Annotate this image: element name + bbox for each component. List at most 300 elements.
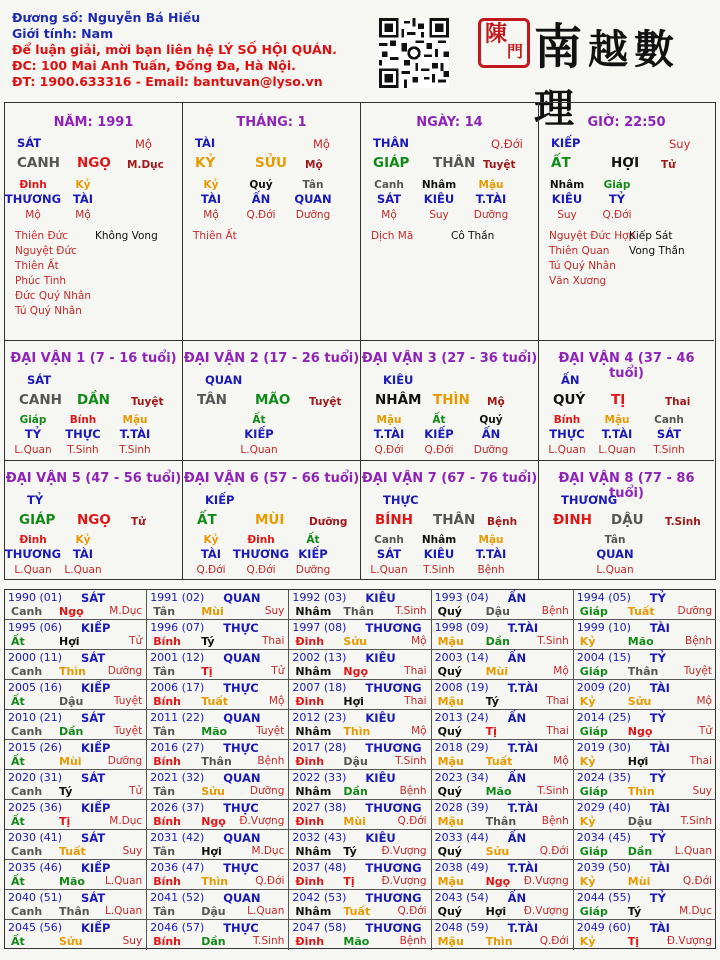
year-stage: Q.Đới <box>397 815 427 827</box>
year-branch: Ngọ <box>201 815 226 828</box>
year-cell[interactable] <box>147 620 289 650</box>
year-stage: T.Sinh <box>395 755 427 767</box>
year-stem: Đinh <box>295 815 325 828</box>
year-branch: Hợi <box>627 755 649 768</box>
dai-van-cell[interactable] <box>361 461 539 579</box>
year-branch: Hợi <box>343 695 364 708</box>
year-stem: Quý <box>437 785 462 798</box>
year-label: 1999 (10) <box>576 621 631 634</box>
year-label: 2024 (35) <box>576 771 631 784</box>
year-stem: Ất <box>11 695 25 708</box>
year-star: THƯƠNG <box>365 621 422 635</box>
year-star: TỶ <box>649 711 666 725</box>
hidden-stem: Kỷ <box>75 179 91 191</box>
year-cell[interactable] <box>574 860 716 890</box>
year-cell[interactable] <box>147 800 289 830</box>
year-star: TỶ <box>649 591 666 605</box>
earthly-branch: DẬU <box>611 512 644 528</box>
year-star: THƯƠNG <box>365 741 422 755</box>
hidden-stage: Bệnh <box>477 564 505 576</box>
year-cell[interactable] <box>432 710 574 740</box>
branch-stage: T.Sinh <box>665 516 701 528</box>
year-stage: Tử <box>698 725 712 737</box>
year-stage: Tuyệt <box>113 695 143 707</box>
year-star: THƯƠNG <box>365 921 422 935</box>
year-cell[interactable] <box>574 710 716 740</box>
dai-van-cell[interactable] <box>539 341 714 461</box>
year-stem: Ất <box>11 755 25 768</box>
year-branch: Ngọ <box>59 605 84 618</box>
year-branch: Tuất <box>485 755 513 768</box>
year-star: KIẾP <box>81 741 111 755</box>
year-label: 2034 (45) <box>576 831 631 844</box>
year-branch: Ngọ <box>627 725 653 738</box>
year-label: 2025 (36) <box>8 801 63 814</box>
year-stem: Quý <box>437 905 462 918</box>
year-stem: Nhâm <box>295 845 332 858</box>
hidden-stem: Tân <box>604 534 626 546</box>
hidden-star: T.TÀI <box>373 427 405 441</box>
year-cell[interactable] <box>432 620 574 650</box>
year-stem: Mậu <box>437 635 464 648</box>
year-cell[interactable] <box>289 770 431 800</box>
spirit-star: Thiên Đức <box>15 230 69 242</box>
year-cell[interactable] <box>5 680 147 710</box>
year-branch: Mão <box>485 785 512 798</box>
hidden-stage: Q.Đới <box>246 209 276 221</box>
year-star: SÁT <box>81 591 106 605</box>
year-cell[interactable] <box>289 680 431 710</box>
year-cell[interactable] <box>147 890 289 920</box>
year-cell[interactable] <box>289 590 431 620</box>
year-stage: Đ.Vượng <box>239 815 285 827</box>
year-cell[interactable] <box>147 770 289 800</box>
spirit-star: Thiên Ất <box>193 230 237 242</box>
hidden-stem: Đinh <box>19 179 47 191</box>
top-star: KIẾP <box>205 493 235 507</box>
year-cell[interactable] <box>147 590 289 620</box>
year-cell[interactable] <box>147 740 289 770</box>
year-branch: Dần <box>627 845 653 858</box>
year-star: TÀI <box>649 921 670 935</box>
year-label: 2028 (39) <box>434 801 489 814</box>
year-branch: Thìn <box>343 725 371 738</box>
year-label: 1995 (06) <box>8 621 63 634</box>
earthly-branch: NGỌ <box>77 155 111 171</box>
year-stage: Dưỡng <box>107 665 143 677</box>
year-stem: Canh <box>11 725 43 738</box>
hidden-star: SÁT <box>376 547 402 561</box>
dai-van-cell[interactable] <box>361 341 539 461</box>
year-stem: Đinh <box>295 935 325 948</box>
pillar-cell[interactable] <box>183 103 361 341</box>
year-star: SÁT <box>81 651 106 665</box>
year-branch: Dần <box>485 635 510 648</box>
year-cell[interactable] <box>5 650 147 680</box>
hidden-stem: Kỷ <box>203 534 219 546</box>
year-stem: Đinh <box>295 875 325 888</box>
year-cell[interactable] <box>574 800 716 830</box>
year-label: 1993 (04) <box>434 591 489 604</box>
year-stage: Q.Đới <box>255 875 285 887</box>
year-stem: Kỷ <box>579 755 596 768</box>
year-stage: M.Dục <box>109 605 143 617</box>
year-branch: Mùi <box>201 605 224 618</box>
branch-stage: Mộ <box>487 396 505 408</box>
year-cell[interactable] <box>432 860 574 890</box>
top-star: THỰC <box>383 493 419 507</box>
year-star: T.TÀI <box>507 681 539 695</box>
year-label: 2000 (11) <box>8 651 63 664</box>
hidden-star: ẤN <box>481 427 501 441</box>
spirit-star: Văn Xương <box>549 275 607 287</box>
year-cell[interactable] <box>574 650 716 680</box>
year-label: 2048 (59) <box>434 921 489 934</box>
year-cell[interactable] <box>5 800 147 830</box>
year-label: 2038 (49) <box>434 861 489 874</box>
year-branch: Dậu <box>627 815 653 828</box>
top-stage: Q.Đới <box>491 137 523 151</box>
year-stage: Mộ <box>553 665 569 677</box>
year-stem: Giáp <box>579 725 608 738</box>
year-branch: Hợi <box>59 635 80 648</box>
pillar-cell[interactable] <box>361 103 539 341</box>
year-cell[interactable] <box>574 620 716 650</box>
year-label: 2015 (26) <box>8 741 63 754</box>
year-label: 2036 (47) <box>150 861 205 874</box>
year-star: KIẾP <box>81 861 111 875</box>
year-branch: Tý <box>343 845 357 858</box>
spirit-star: Phúc Tinh <box>15 275 67 287</box>
year-label: 2031 (42) <box>150 831 205 844</box>
earthly-branch: THÌN <box>433 392 470 408</box>
earthly-branch: THÂN <box>433 512 476 528</box>
year-star: ẤN <box>507 831 527 845</box>
year-branch: Ngọ <box>485 875 511 888</box>
year-branch: Thân <box>485 815 517 828</box>
dai-van-cell[interactable] <box>5 341 183 461</box>
year-stage: Thai <box>546 695 569 707</box>
year-branch: Tị <box>627 935 640 948</box>
year-label: 2042 (53) <box>292 891 347 904</box>
pillar-cell[interactable] <box>539 103 714 341</box>
year-label: 1991 (02) <box>150 591 205 604</box>
dai-van-title: ĐẠI VẬN 8 (77 - 86 tuổi) <box>558 471 695 501</box>
earthly-branch: NGỌ <box>77 512 111 528</box>
year-stem: Kỷ <box>579 935 596 948</box>
seal-char-2: 門 <box>507 42 524 61</box>
heavenly-stem: CANH <box>17 155 60 171</box>
spirit-star: Thiên Quan <box>549 245 610 257</box>
heavenly-stem: ẤT <box>551 155 571 171</box>
year-stage: Mộ <box>268 695 285 707</box>
hidden-stage: L.Quan <box>598 444 636 456</box>
year-stage: Đ.Vượng <box>666 935 712 947</box>
hidden-stage: Dưỡng <box>473 209 509 221</box>
top-star: KIÊU <box>383 373 414 387</box>
year-cell[interactable] <box>289 620 431 650</box>
year-star: ẤN <box>507 651 527 665</box>
hidden-star: THƯƠNG <box>232 547 290 561</box>
year-stage: Q.Đới <box>539 845 569 857</box>
year-label: 2004 (15) <box>576 651 631 664</box>
year-star: QUAN <box>223 591 261 605</box>
hidden-stem: Ất <box>252 414 266 426</box>
dai-van-title: ĐẠI VẬN 6 (57 - 66 tuổi) <box>183 471 360 486</box>
year-branch: Tuất <box>343 905 371 918</box>
hidden-stem: Nhâm <box>549 179 585 191</box>
year-label: 2043 (54) <box>434 891 489 904</box>
year-label: 2012 (23) <box>292 711 347 724</box>
year-cell[interactable] <box>147 860 289 890</box>
year-stem: Giáp <box>579 905 608 918</box>
year-cell[interactable] <box>5 770 147 800</box>
year-stem: Đinh <box>295 755 325 768</box>
year-cell[interactable] <box>432 830 574 860</box>
year-stem: Canh <box>11 785 43 798</box>
dai-van-cell[interactable] <box>183 461 361 579</box>
year-star: TỶ <box>649 891 666 905</box>
year-branch: Tị <box>485 725 497 738</box>
year-cell[interactable] <box>432 890 574 920</box>
year-star: TỶ <box>649 651 666 665</box>
year-label: 2049 (60) <box>576 921 631 934</box>
year-stage: Q.Đới <box>682 875 712 887</box>
heavenly-stem: NHÂM <box>375 392 422 408</box>
hidden-star: QUAN <box>596 547 634 561</box>
hidden-star: SÁT <box>376 192 402 206</box>
year-stage: Bệnh <box>399 785 427 797</box>
hidden-stage: T.Sinh <box>119 444 151 456</box>
year-cell[interactable] <box>289 740 431 770</box>
year-stage: Suy <box>264 605 285 617</box>
year-label: 2014 (25) <box>576 711 631 724</box>
year-cell[interactable] <box>432 800 574 830</box>
year-star: THỰC <box>223 861 259 875</box>
branch-stage: Tử <box>131 516 146 528</box>
year-cell[interactable] <box>289 890 431 920</box>
year-branch: Thìn <box>201 875 229 888</box>
earthly-branch: SỬU <box>255 155 287 171</box>
spirit-star: Vong Thần <box>629 245 685 257</box>
year-cell[interactable] <box>289 920 431 950</box>
year-branch: Sửu <box>59 935 83 948</box>
year-cell[interactable] <box>289 710 431 740</box>
year-star: KIÊU <box>365 591 396 605</box>
contact-invite[interactable]: Để luận giải, mời bạn liên hệ LÝ SỐ HỘI QUÁN. <box>12 42 337 57</box>
year-branch: Thân <box>343 605 374 618</box>
hidden-star: KIẾP <box>424 427 454 441</box>
year-star: KIÊU <box>365 771 396 785</box>
year-stage: Thai <box>546 725 569 737</box>
year-star: QUAN <box>223 651 261 665</box>
year-label: 2007 (18) <box>292 681 347 694</box>
year-stem: Canh <box>11 845 43 858</box>
spirit-star: Thiên Ất <box>15 260 59 272</box>
year-stem: Mậu <box>437 815 464 828</box>
year-label: 2013 (24) <box>434 711 489 724</box>
year-branch: Tuất <box>627 605 655 618</box>
year-stem: Bính <box>153 755 182 768</box>
year-star: ẤN <box>507 591 527 605</box>
hidden-star: KIÊU <box>423 192 455 206</box>
year-cell[interactable] <box>5 740 147 770</box>
heavenly-stem: GIÁP <box>373 155 410 171</box>
year-label: 2022 (33) <box>292 771 347 784</box>
year-star: ẤN <box>507 891 527 905</box>
pillar-cell[interactable] <box>5 103 183 341</box>
hidden-stage: Mộ <box>381 209 397 221</box>
heavenly-stem: KỶ <box>195 155 216 171</box>
hidden-stage: Q.Đới <box>602 209 632 221</box>
dai-van-cell[interactable] <box>5 461 183 579</box>
top-star: ẤN <box>561 373 580 387</box>
hidden-stage: Mộ <box>75 209 91 221</box>
year-cell[interactable] <box>5 890 147 920</box>
year-branch: Tị <box>343 875 355 888</box>
hidden-star: TÀI <box>72 192 94 206</box>
year-stem: Bính <box>153 695 182 708</box>
year-stem: Quý <box>437 725 462 738</box>
hidden-stage: Q.Đới <box>246 564 276 576</box>
qr-code-icon[interactable] <box>379 18 449 88</box>
year-cell[interactable] <box>5 620 147 650</box>
year-stage: Thai <box>404 665 427 677</box>
hidden-stage: Mộ <box>25 209 41 221</box>
hidden-stage: Dưỡng <box>295 209 331 221</box>
year-star: TÀI <box>649 861 670 875</box>
year-cell[interactable] <box>574 890 716 920</box>
year-label: 1997 (08) <box>292 621 347 634</box>
dai-van-cell[interactable] <box>183 341 361 461</box>
pillar-title: NĂM: 1991 <box>53 115 134 130</box>
year-stem: Quý <box>437 665 462 678</box>
contact-phone-email[interactable]: ĐT: 1900.633316 - Email: bantuvan@lyso.vn <box>12 74 323 89</box>
year-stage: L.Quan <box>104 875 143 887</box>
year-stage: Mộ <box>696 695 712 707</box>
dai-van-title: ĐẠI VẬN 7 (67 - 76 tuổi) <box>361 471 538 486</box>
year-cell[interactable] <box>5 920 147 950</box>
hidden-star: TÀI <box>72 547 94 561</box>
year-cell[interactable] <box>432 920 574 950</box>
year-stage: Suy <box>122 845 143 857</box>
earthly-branch: MÙI <box>255 512 285 528</box>
year-star: SÁT <box>81 831 106 845</box>
year-stem: Đinh <box>295 695 325 708</box>
year-cell[interactable] <box>147 710 289 740</box>
pillar-title: GIỜ: 22:50 <box>587 115 666 130</box>
year-cell[interactable] <box>574 740 716 770</box>
year-label: 2011 (22) <box>150 711 205 724</box>
year-branch: Thân <box>201 755 232 768</box>
year-label: 2032 (43) <box>292 831 347 844</box>
year-cell[interactable] <box>5 830 147 860</box>
year-cell[interactable] <box>147 920 289 950</box>
year-cell[interactable] <box>147 650 289 680</box>
year-star: THỰC <box>223 801 259 815</box>
year-star: THỰC <box>223 921 259 935</box>
hidden-stage: Dưỡng <box>295 564 331 576</box>
year-cell[interactable] <box>432 680 574 710</box>
year-stage: Mộ <box>411 635 427 647</box>
hidden-star: KIÊU <box>551 192 583 206</box>
hidden-stage: L.Quan <box>548 444 586 456</box>
year-cell[interactable] <box>289 830 431 860</box>
year-stem: Mậu <box>437 875 464 888</box>
year-cell[interactable] <box>289 800 431 830</box>
year-cell[interactable] <box>432 770 574 800</box>
year-cell[interactable] <box>574 680 716 710</box>
year-cell[interactable] <box>289 650 431 680</box>
hidden-star: THƯƠNG <box>4 547 62 561</box>
hidden-star: QUAN <box>294 192 332 206</box>
year-stem: Giáp <box>579 605 608 618</box>
year-star: SÁT <box>81 891 106 905</box>
year-stage: Bệnh <box>541 605 569 617</box>
hidden-stem: Bính <box>553 414 581 426</box>
year-stage: Mộ <box>411 725 427 737</box>
year-stem: Ất <box>11 635 25 648</box>
spirit-star: Tú Quý Nhân <box>549 260 616 272</box>
earthly-branch: TỊ <box>611 392 626 408</box>
year-star: TÀI <box>649 681 670 695</box>
spirit-star: Kiếp Sát <box>629 230 673 242</box>
year-branch: Dần <box>201 935 226 948</box>
year-cell[interactable] <box>574 770 716 800</box>
year-branch: Tý <box>59 785 73 798</box>
heavenly-stem: QUÝ <box>553 392 586 408</box>
dai-van-title: ĐẠI VẬN 4 (37 - 46 tuổi) <box>558 351 695 381</box>
year-cell[interactable] <box>574 590 716 620</box>
year-cell[interactable] <box>5 590 147 620</box>
year-cell[interactable] <box>289 860 431 890</box>
year-star: QUAN <box>223 771 261 785</box>
hidden-star: TÀI <box>200 192 222 206</box>
year-cell[interactable] <box>5 860 147 890</box>
hidden-stage: T.Sinh <box>653 444 685 456</box>
year-cell[interactable] <box>5 710 147 740</box>
year-stem: Tân <box>153 605 176 618</box>
year-star: TỶ <box>649 831 666 845</box>
year-branch: Mão <box>201 725 228 738</box>
year-branch: Thân <box>627 665 659 678</box>
earthly-branch: MÃO <box>255 392 291 408</box>
year-label: 1990 (01) <box>8 591 63 604</box>
hidden-stem: Mậu <box>122 414 148 426</box>
branch-stage: Tử <box>661 159 676 171</box>
year-cell[interactable] <box>574 920 716 950</box>
year-cell[interactable] <box>147 680 289 710</box>
dai-van-cell[interactable] <box>539 461 714 579</box>
year-cell[interactable] <box>432 740 574 770</box>
year-label: 2029 (40) <box>576 801 631 814</box>
year-cell[interactable] <box>574 830 716 860</box>
year-branch: Thìn <box>627 785 655 798</box>
year-label: 2039 (50) <box>576 861 631 874</box>
earthly-branch: DẦN <box>77 392 110 408</box>
year-stage: T.Sinh <box>395 605 427 617</box>
heavenly-stem: ĐINH <box>553 512 592 528</box>
year-label: 2037 (48) <box>292 861 347 874</box>
year-cell[interactable] <box>432 590 574 620</box>
owner-name: Đương số: Nguyễn Bá Hiếu <box>12 10 201 25</box>
year-branch: Dần <box>343 785 368 798</box>
year-star: KIẾP <box>81 921 111 935</box>
year-cell[interactable] <box>432 650 574 680</box>
gender: Giới tính: Nam <box>12 26 114 41</box>
hidden-star: SÁT <box>656 427 682 441</box>
year-cell[interactable] <box>147 830 289 860</box>
